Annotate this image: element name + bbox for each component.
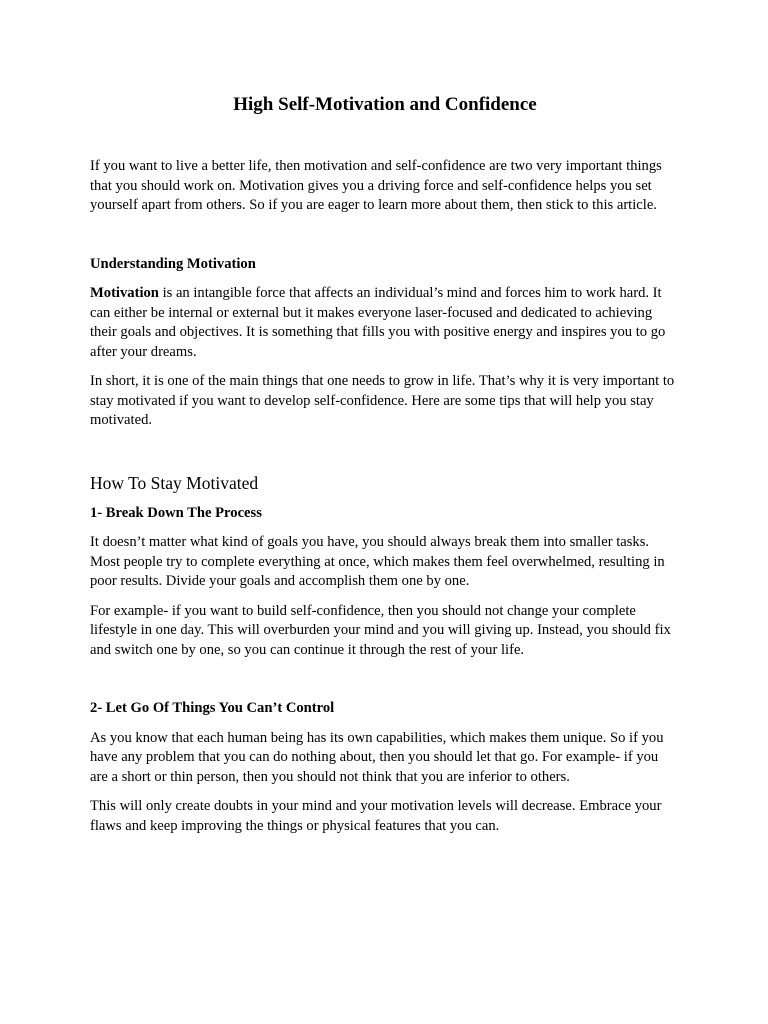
document-title: High Self-Motivation and Confidence (233, 94, 537, 115)
how-to-stay-motivated-heading: How To Stay Motivated (90, 472, 259, 493)
step-2-heading: 2- Let Go Of Things You Can’t Control (90, 700, 335, 716)
understanding-paragraph-1 (90, 284, 678, 362)
step-1-paragraph-1: It doesn’t matter what kind of goals you have, you should always break them into smaller tasks. Most people try to complete everything at once, which makes them feel overwhelmed, resulting in poor results. Divide your goals and accomplish them one by one. (90, 534, 665, 589)
intro-paragraph: If you want to live a better life, then motivation and self-confidence are two very important things that you should work on. Motivation gives you a driving force and self-confidence helps you set yourself apart from others. So if you are eager to learn more about them, then stick to this article. (90, 158, 662, 213)
understanding-paragraph-1-text: is an intangible force that affects an individual’s mind and forces him to work hard. It can either be internal or external but it makes everyone laser-focused and dedicated to achieving their goals and objectives. It is something that fills you with positive energy and inspires you to go after your dreams. (90, 285, 666, 360)
step-2-paragraph-1: As you know that each human being has its own capabilities, which makes them unique. So if you have any problem that you can do nothing about, then you should let that go. For example- if you are a short or thin person, then you should not think that you are inferior to others. (90, 729, 664, 785)
motivation-term: Motivation (90, 285, 159, 301)
understanding-motivation-heading: Understanding Motivation (90, 255, 256, 272)
understanding-paragraph-2: In short, it is one of the main things that one needs to grow in life. That’s why it is very important to stay motivated if you want to develop self-confidence. Here are some tips that will help you stay motivated. (90, 373, 675, 428)
step-2-paragraph-2: This will only create doubts in your mind and your motivation levels will decrease. Embrace your flaws and keep improving the things or physical features that you can. (90, 798, 662, 834)
step-1-paragraph-2: For example- if you want to build self-confidence, then you should not change your complete lifestyle in one day. This will overburden your mind and you will giving up. Instead, you should fix and switch one by one, so you can continue it through the rest of your life. (90, 602, 671, 658)
step-1-heading: 1- Break Down The Process (90, 504, 262, 521)
